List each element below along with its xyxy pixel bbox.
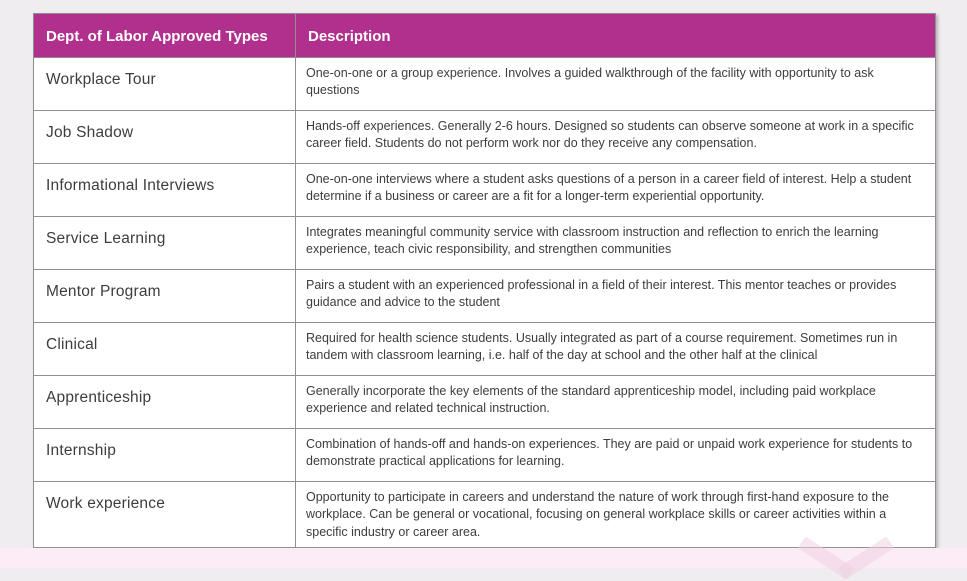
table-row [34, 217, 936, 270]
type-cell: Workplace Tour [34, 58, 296, 111]
column-header-description: Description [296, 14, 936, 58]
description-cell: One-on-one or a group experience. Involves a guided walkthrough of the facility with opportunity to ask questions [296, 58, 936, 111]
table-row [34, 270, 936, 323]
ribbon-chevron-decoration [795, 541, 895, 581]
table-row [34, 58, 936, 111]
description-cell: Integrates meaningful community service with classroom instruction and reflection to enrich the learning experience, teach civic responsibility, and strengthen communities [296, 217, 936, 270]
type-cell: Internship [34, 429, 296, 482]
table-body [34, 58, 936, 548]
type-cell: Mentor Program [34, 270, 296, 323]
description-cell: Combination of hands-off and hands-on experiences. They are paid or unpaid work experience for students to demonstrate practical applications for learning. [296, 429, 936, 482]
type-cell: Service Learning [34, 217, 296, 270]
type-cell: Work experience [34, 482, 296, 548]
description-cell: Hands-off experiences. Generally 2-6 hours. Designed so students can observe someone at work in a specific career field. Students do not perform work nor do they receive any compensation. [296, 111, 936, 164]
type-cell: Clinical [34, 323, 296, 376]
type-cell: Job Shadow [34, 111, 296, 164]
type-cell: Apprenticeship [34, 376, 296, 429]
table-row [34, 376, 936, 429]
header-row [34, 14, 936, 58]
description-cell: Generally incorporate the key elements of the standard apprenticeship model, including paid workplace experience and related technical instruction. [296, 376, 936, 429]
chevron-right-arm [838, 536, 894, 579]
description-cell: Opportunity to participate in careers and understand the nature of work through first-hand exposure to the workplace. Can be general or vocational, focusing on general workplace skills or career activities within a specific industry or career area. [296, 482, 936, 548]
table-row [34, 111, 936, 164]
table-row [34, 429, 936, 482]
description-cell: Pairs a student with an experienced professional in a field of their interest. This mentor teaches or provides guidance and advice to the student [296, 270, 936, 323]
type-cell: Informational Interviews [34, 164, 296, 217]
table-row [34, 323, 936, 376]
dol-approved-types-table [33, 13, 936, 548]
description-cell: One-on-one interviews where a student asks questions of a person in a career field of interest. Help a student determine if a business or career are a fit for a longer-term experiential opportunity. [296, 164, 936, 217]
table-row [34, 482, 936, 548]
description-cell: Required for health science students. Usually integrated as part of a course requirement. Sometimes run in tandem with classroom learning, i.e. half of the day at school and the other half at the clinical [296, 323, 936, 376]
table-header [34, 14, 936, 58]
column-header-types: Dept. of Labor Approved Types [34, 14, 296, 58]
table-row [34, 164, 936, 217]
